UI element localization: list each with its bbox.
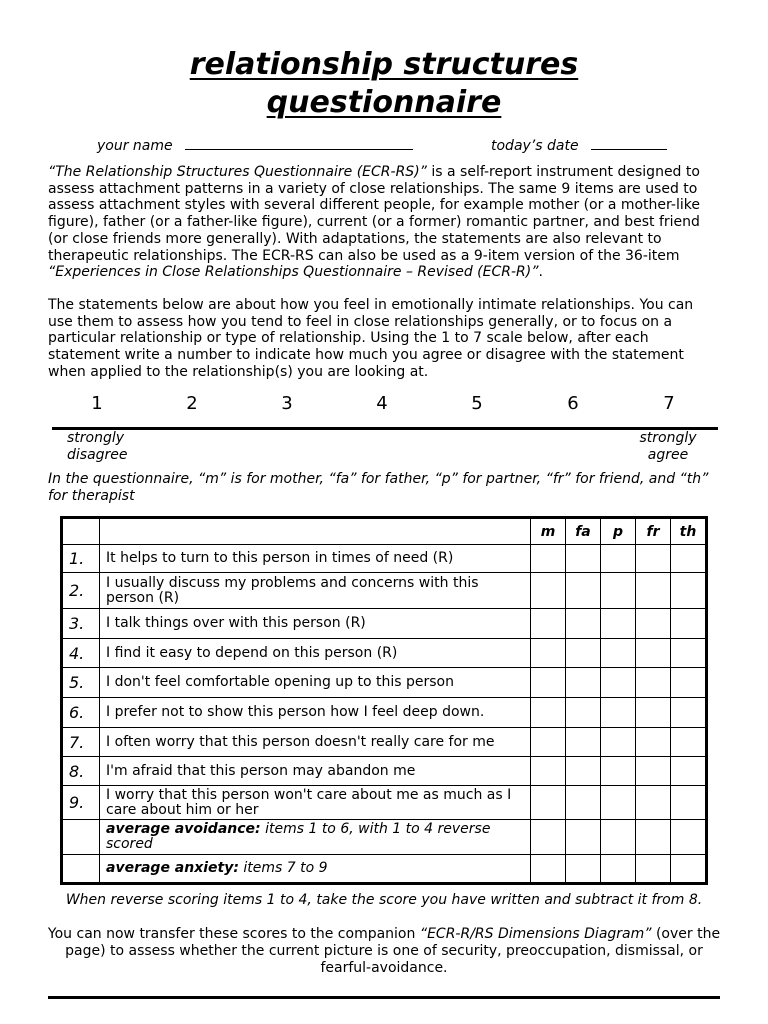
- answer-cell-m[interactable]: [531, 786, 566, 820]
- answer-cell-fr[interactable]: [636, 573, 671, 609]
- table-row: [62, 728, 707, 757]
- average-anxiety-description: items 7 to 9: [238, 860, 328, 876]
- scale-number: 2: [186, 393, 198, 414]
- table-row: [62, 698, 707, 728]
- answer-cell-th[interactable]: [671, 728, 707, 757]
- answer-cell-th[interactable]: [671, 698, 707, 728]
- scale-number: 7: [663, 393, 675, 414]
- transfer-text-1: You can now transfer these scores to the companion: [47, 926, 420, 942]
- diagram-reference: “ECR-R/RS Dimensions Diagram”: [419, 926, 652, 942]
- scale-number: 3: [281, 393, 293, 414]
- average-avoidance-label: [100, 820, 531, 855]
- avoidance-cell-m[interactable]: [531, 820, 566, 855]
- intro-text-2: .: [538, 264, 543, 281]
- scale-left-label-line: strongly: [67, 430, 125, 446]
- answer-cell-th[interactable]: [671, 609, 707, 639]
- answer-cell-th[interactable]: [671, 786, 707, 820]
- item-text: I'm afraid that this person may abandon me: [100, 757, 531, 786]
- answer-cell-fr[interactable]: [636, 545, 671, 573]
- intro-title-italic: “The Relationship Structures Questionnaire (ECR-RS)”: [48, 164, 427, 180]
- name-field[interactable]: [97, 137, 413, 154]
- table-row: [62, 609, 707, 639]
- item-text: I prefer not to show this person how I feel deep down.: [100, 698, 531, 728]
- item-text: I find it easy to depend on this person (R): [100, 639, 531, 668]
- item-text: I usually discuss my problems and concerns with this person (R): [100, 573, 531, 609]
- item-number: 3.: [62, 609, 100, 639]
- answer-cell-fa[interactable]: [566, 698, 601, 728]
- answer-cell-p[interactable]: [601, 728, 636, 757]
- scale-line: [52, 427, 718, 430]
- transfer-note: [46, 926, 722, 977]
- answer-cell-th[interactable]: [671, 573, 707, 609]
- scale-right-label-line: agree: [647, 447, 689, 463]
- answer-cell-m[interactable]: [531, 609, 566, 639]
- avoidance-cell-fr[interactable]: [636, 820, 671, 855]
- answer-cell-th[interactable]: [671, 639, 707, 668]
- scale-left-label: [67, 430, 128, 464]
- average-anxiety-row: [62, 855, 707, 884]
- item-text: I don't feel comfortable opening up to this person: [100, 668, 531, 698]
- average-avoidance-title: average avoidance:: [106, 821, 261, 837]
- answer-cell-fr[interactable]: [636, 728, 671, 757]
- scale-right-label: [630, 430, 706, 464]
- anxiety-cell-th[interactable]: [671, 855, 707, 884]
- answer-cell-th[interactable]: [671, 545, 707, 573]
- column-header-th: th: [671, 518, 707, 545]
- answer-cell-p[interactable]: [601, 639, 636, 668]
- bottom-rule: [48, 996, 720, 999]
- anxiety-cell-m[interactable]: [531, 855, 566, 884]
- legend-note: In the questionnaire, “m” is for mother, “fa” for father, “p” for partner, “fr” for friend, and “th” for therapist: [48, 471, 709, 504]
- answer-cell-m[interactable]: [531, 545, 566, 573]
- scale-number: 4: [376, 393, 388, 414]
- date-label: today’s date: [491, 138, 579, 154]
- item-number: 7.: [62, 728, 100, 757]
- answer-cell-p[interactable]: [601, 573, 636, 609]
- header-blank-cell: [62, 518, 100, 545]
- anxiety-cell-p[interactable]: [601, 855, 636, 884]
- item-number: 2.: [62, 573, 100, 609]
- scale-left-label-line: disagree: [67, 447, 128, 463]
- column-header-m: m: [531, 518, 566, 545]
- table-row: [62, 757, 707, 786]
- answer-cell-fr[interactable]: [636, 786, 671, 820]
- item-number: 5.: [62, 668, 100, 698]
- answer-cell-th[interactable]: [671, 757, 707, 786]
- table-row: [62, 545, 707, 573]
- answer-cell-fa[interactable]: [566, 609, 601, 639]
- item-text: I talk things over with this person (R): [100, 609, 531, 639]
- answer-cell-p[interactable]: [601, 668, 636, 698]
- item-number: 1.: [62, 545, 100, 573]
- name-label: your name: [97, 138, 173, 154]
- item-text: I worry that this person won't care about me as much as I care about him or her: [100, 786, 531, 820]
- questionnaire-table: [60, 516, 708, 885]
- avoidance-cell-th[interactable]: [671, 820, 707, 855]
- avoidance-cell-p[interactable]: [601, 820, 636, 855]
- answer-cell-p[interactable]: [601, 698, 636, 728]
- answer-cell-fr[interactable]: [636, 609, 671, 639]
- answer-cell-m[interactable]: [531, 728, 566, 757]
- scale-right-label-line: strongly: [639, 430, 697, 446]
- anxiety-cell-fa[interactable]: [566, 855, 601, 884]
- intro-reference-italic: “Experiences in Close Relationships Questionnaire – Revised (ECR-R)”: [48, 264, 539, 281]
- answer-cell-p[interactable]: [601, 786, 636, 820]
- date-blank[interactable]: [591, 137, 667, 150]
- answer-cell-fr[interactable]: [636, 668, 671, 698]
- average-avoidance-description: items 1 to 6, with 1 to 4 reverse scored: [106, 821, 491, 852]
- instructions-paragraph: The statements below are about how you feel in emotionally intimate relationships. You can use them to assess how you tend to feel in close relationships generally, or to focus on a particular relationship or type of relationship. Using the 1 to 7 scale below, after each statement write a number to indicate how much you agree or disagree with the statement when applied to the relationship(s) you are looking at.: [48, 297, 694, 380]
- page-title-line-2: questionnaire: [266, 85, 502, 120]
- answer-cell-fa[interactable]: [566, 573, 601, 609]
- avoidance-cell-fa[interactable]: [566, 820, 601, 855]
- answer-cell-m[interactable]: [531, 639, 566, 668]
- item-number: 9.: [62, 786, 100, 820]
- answer-cell-fr[interactable]: [636, 757, 671, 786]
- item-number: 8.: [62, 757, 100, 786]
- answer-cell-fa[interactable]: [566, 786, 601, 820]
- answer-cell-fa[interactable]: [566, 545, 601, 573]
- name-blank[interactable]: [185, 137, 413, 150]
- table-row: [62, 786, 707, 820]
- column-header-p: p: [601, 518, 636, 545]
- average-avoidance-row: [62, 820, 707, 855]
- answer-cell-p[interactable]: [601, 757, 636, 786]
- table-row: [62, 639, 707, 668]
- answer-cell-p[interactable]: [601, 609, 636, 639]
- table-row: [62, 573, 707, 609]
- scale-number: 6: [567, 393, 579, 414]
- intro-text-1: is a self-report instrument designed to assess attachment patterns in a variety of close relationships. The same 9 items are used to assess attachment styles with several different people, for example mother (or a mother-like figure), father (or a father-like figure), current (or a former) romantic partner, and best friend (or close friends more generally). With adaptations, the statements are also relevant to therapeutic relationships. The ECR-RS can also be used as a 9-item version of the 36-item: [48, 164, 700, 264]
- transfer-text-2: (over the page) to assess whether the current picture is one of security, preoccupation, dismissal, or fearful-avoidance.: [65, 926, 721, 976]
- answer-cell-fr[interactable]: [636, 639, 671, 668]
- answer-cell-fr[interactable]: [636, 698, 671, 728]
- answer-cell-th[interactable]: [671, 668, 707, 698]
- page-title-line-1: relationship structures: [189, 47, 579, 82]
- column-header-fr: fr: [636, 518, 671, 545]
- scale-number: 5: [471, 393, 483, 414]
- item-text: I often worry that this person doesn't really care for me: [100, 728, 531, 757]
- header-blank-cell: [100, 518, 531, 545]
- blank-number-cell: [62, 820, 100, 855]
- answer-cell-m[interactable]: [531, 698, 566, 728]
- blank-number-cell: [62, 855, 100, 884]
- average-anxiety-title: average anxiety:: [106, 860, 239, 876]
- intro-paragraph: [48, 164, 720, 281]
- answer-cell-fa[interactable]: [566, 639, 601, 668]
- answer-cell-p[interactable]: [601, 545, 636, 573]
- answer-cell-fa[interactable]: [566, 757, 601, 786]
- answer-cell-m[interactable]: [531, 573, 566, 609]
- answer-cell-fa[interactable]: [566, 728, 601, 757]
- date-field[interactable]: [491, 137, 667, 154]
- scale-number: 1: [91, 393, 103, 414]
- average-anxiety-label: [100, 855, 531, 884]
- answer-cell-fa[interactable]: [566, 668, 601, 698]
- item-number: 4.: [62, 639, 100, 668]
- answer-cell-m[interactable]: [531, 668, 566, 698]
- reverse-scoring-note: When reverse scoring items 1 to 4, take the score you have written and subtract it from 8.: [65, 892, 703, 908]
- table-header-row: [62, 518, 707, 545]
- anxiety-cell-fr[interactable]: [636, 855, 671, 884]
- column-header-fa: fa: [566, 518, 601, 545]
- item-text: It helps to turn to this person in times of need (R): [100, 545, 531, 573]
- item-number: 6.: [62, 698, 100, 728]
- answer-cell-m[interactable]: [531, 757, 566, 786]
- table-row: [62, 668, 707, 698]
